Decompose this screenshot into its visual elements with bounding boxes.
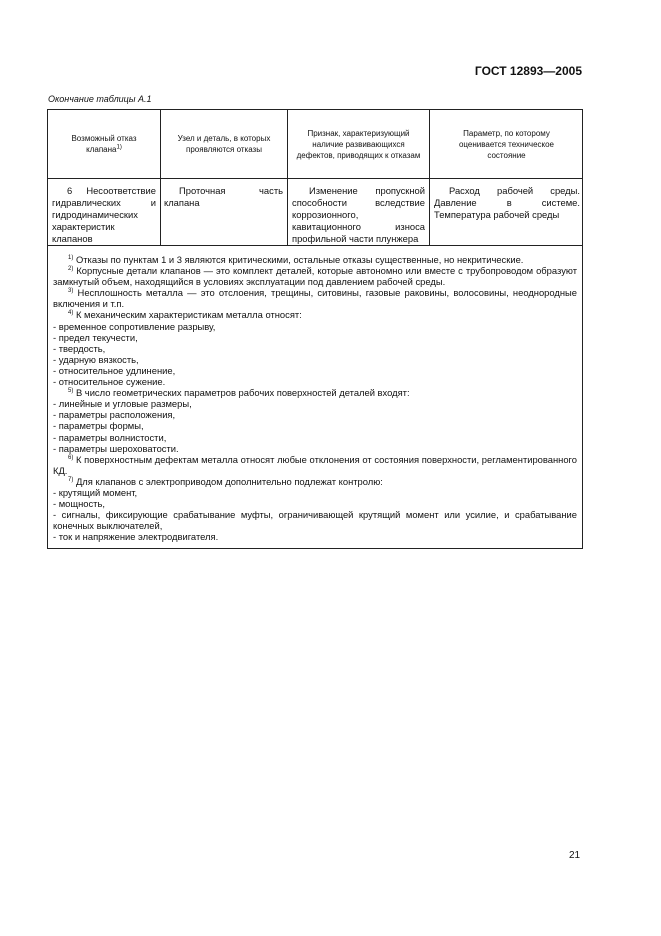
table-caption: Окончание таблицы А.1 [48, 94, 152, 104]
note-text: - относительное удлинение, [53, 364, 176, 376]
footnote-mark: 1) [68, 254, 74, 261]
cell-sign: Изменение пропускной способности вследствие коррозионного, кавитационного износа профильной части плунжера [292, 185, 425, 244]
footnote-mark: 7) [68, 476, 74, 483]
note-text: - параметры шероховатости. [53, 442, 179, 454]
notes-divider [48, 245, 582, 246]
note-text: К механическим характеристикам металла относят: [75, 309, 302, 321]
list-item [53, 432, 577, 443]
note-text: К поверхностным дефектам металла относят любые отклонения от состояния поверхности, регламентированного КД. [53, 453, 577, 476]
note-text: - сигналы, фиксирующие срабатывание муфты, ограничивающей крутящий момент или усилие, и срабатывание конечных выключателей, [53, 509, 577, 532]
footnote [53, 254, 577, 265]
note-text: - ток и напряжение электродвигателя. [53, 531, 219, 543]
list-item [53, 354, 577, 365]
list-item [53, 531, 577, 542]
footnote-mark: 5) [68, 388, 74, 394]
footnote [53, 309, 577, 320]
footnote [53, 476, 577, 487]
list-item [53, 343, 577, 354]
header-divider [48, 178, 582, 179]
list-item [53, 509, 577, 531]
note-text: - временное сопротивление разрыву, [53, 320, 216, 332]
list-item [53, 420, 577, 431]
note-text: В число геометрических параметров рабочих поверхностей деталей входят: [75, 387, 410, 399]
footnote-mark: 2) [68, 265, 74, 272]
list-item [53, 332, 577, 343]
note-text: - крутящий момент, [53, 486, 138, 498]
note-text: - параметры формы, [53, 420, 144, 432]
list-item [53, 498, 577, 509]
list-item [53, 321, 577, 332]
list-item [53, 443, 577, 454]
column-header-parameter: Параметр, по которому оценивается техническое состояние [458, 128, 555, 160]
list-item [53, 365, 577, 376]
cell-failure: 6 Несоответствие гидравлических и гидродинамических характеристик клапанов [52, 185, 156, 244]
column-header-failure: Возможный отказ клапана$^{1)}$ [71, 134, 137, 154]
footnote-mark: 4) [68, 310, 74, 317]
note-text: Отказы по пунктам 1 и 3 являются критическими, остальные отказы существенные, но некритические. [75, 254, 524, 265]
column-header-unit: Узел и деталь, в которых проявляются отказы [177, 134, 271, 154]
note-text: - относительное сужение. [53, 376, 166, 388]
note-text: - линейные и угловые размеры, [53, 398, 192, 410]
note-text: - предел текучести, [53, 331, 138, 343]
footnote-mark: 3) [68, 288, 74, 295]
note-text: Для клапанов с электроприводом дополнительно подлежат контролю: [75, 475, 383, 487]
note-text: Несплошность металла — это отслоения, трещины, ситовины, газовые раковины, волосовины, неоднородные включения и т.п. [53, 287, 578, 310]
cell-unit: Проточная часть клапана [164, 185, 283, 208]
column-header-sign: Признак, характеризующий наличие развивающихся дефектов, приводящих к отказам [296, 128, 421, 160]
list-item [53, 398, 577, 409]
footnote [53, 265, 577, 287]
footnote [53, 287, 577, 309]
cell-parameter: Расход рабочей среды. Давление в системе. Температура рабочей среды [434, 185, 580, 220]
note-text: - параметры расположения, [53, 409, 176, 421]
note-text: - твердость, [53, 342, 106, 354]
note-text: - мощность, [53, 498, 105, 510]
footnote-mark: 6) [68, 454, 74, 461]
note-text: - ударную вязкость, [53, 353, 139, 365]
footnote [53, 387, 577, 398]
note-text: Корпусные детали клапанов — это комплект деталей, которые автономно или вместе с трубопроводом образуют замкнутый объем, находящийся в условиях эксплуатации под давлением рабочей среды. [53, 265, 578, 288]
list-item [53, 409, 577, 420]
failure-table [47, 109, 583, 549]
note-text: - параметры волнистости, [53, 431, 167, 443]
document-standard-code: ГОСТ 12893—2005 [474, 64, 582, 78]
list-item [53, 487, 577, 498]
page-number: 21 [569, 850, 581, 861]
footnote [53, 454, 577, 476]
list-item [53, 376, 577, 387]
table-notes [53, 254, 577, 542]
